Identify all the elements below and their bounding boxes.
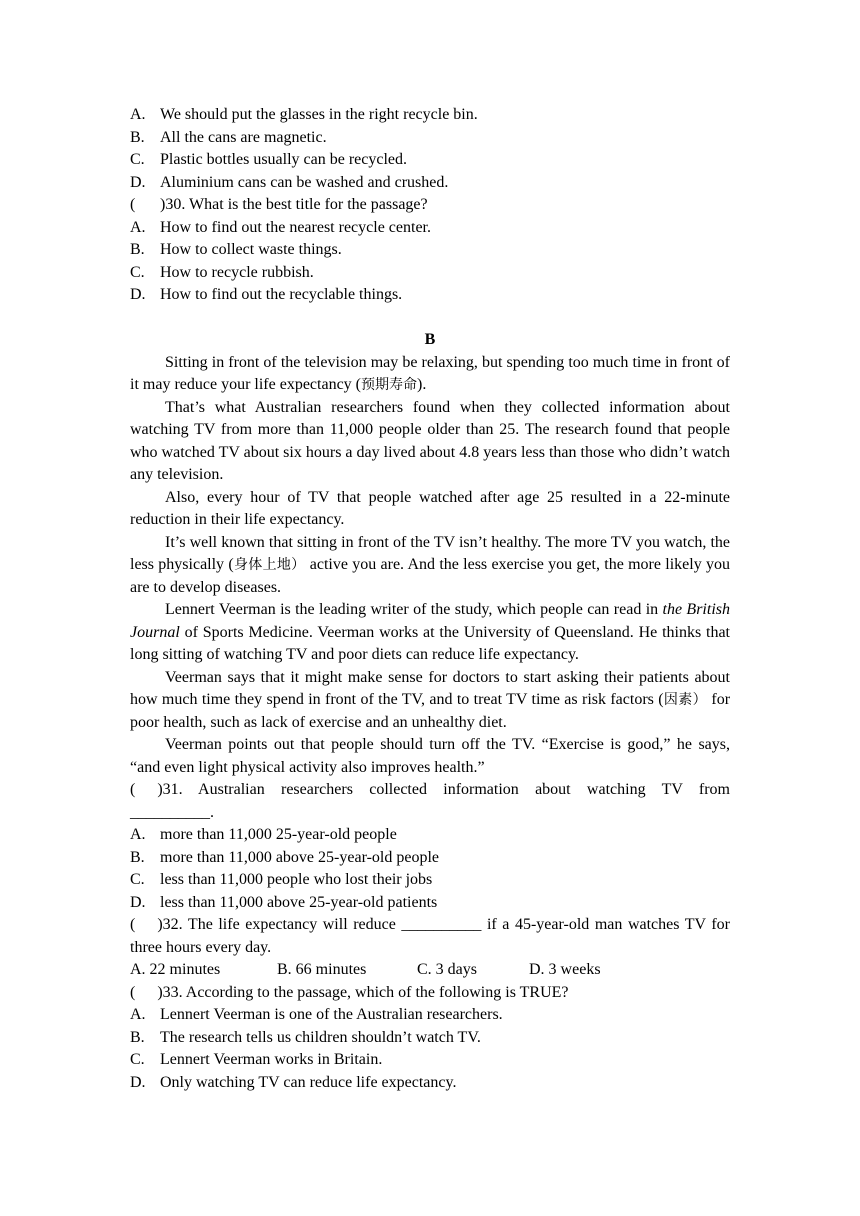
- document-page: [130, 104, 730, 1094]
- option-c: C. Lennert Veerman works in Britain.: [130, 1051, 383, 1068]
- question-32: [130, 914, 730, 982]
- q29-options: [130, 104, 730, 194]
- section-heading: B: [424, 331, 436, 348]
- option-a: A. 22 minutes: [130, 961, 221, 978]
- answer-bracket: (: [130, 196, 136, 213]
- option-b: B. How to collect waste things.: [130, 241, 342, 258]
- question-31: [130, 779, 730, 914]
- question-stem: ( )31. Australian researchers collected information about watching TV from: [130, 781, 730, 798]
- paragraph-5: Lennert Veerman is the leading writer of the study, which people can read in the British Journal of Sports Medicine. Veerman works at the University of Queensland. He thinks that long sitting of watching TV and poor diets can reduce life expectancy.: [130, 601, 730, 663]
- options-row: [130, 959, 730, 982]
- option-a: A. more than 11,000 25-year-old people: [130, 826, 397, 843]
- paragraph-3: Also, every hour of TV that people watched after age 25 resulted in a 22-minute reduction in their life expectancy.: [130, 488, 730, 528]
- option-d: D. Only watching TV can reduce life expectancy.: [130, 1073, 457, 1091]
- option-a: A. We should put the glasses in the right recycle bin.: [130, 106, 478, 123]
- option-a: A. Lennert Veerman is one of the Australian researchers.: [130, 1006, 503, 1023]
- option-b: B. 66 minutes: [277, 961, 367, 978]
- option-d: D. Aluminium cans can be washed and crushed.: [130, 173, 449, 191]
- option-d: D. less than 11,000 above 25-year-old patients: [130, 893, 438, 911]
- question-stem: ( ) 30. What is the best title for the passage?: [130, 194, 730, 217]
- option-b: B. more than 11,000 above 25-year-old people: [130, 848, 439, 866]
- paragraph-4: It’s well known that sitting in front of the TV isn’t healthy. The more TV you watch, the less physically (身体上地） active you are. And the less exercise you get, the more likely you are to develop diseases.: [130, 533, 731, 596]
- option-b: B. All the cans are magnetic.: [130, 128, 327, 146]
- paragraph-2: That’s what Australian researchers found when they collected information about watching TV from more than 11,000 people older than 25. The research found that people who watched TV about six hours a day lived about 4.8 years less than those who didn’t watch any television.: [130, 398, 730, 483]
- option-c: C. 3 days: [417, 961, 477, 978]
- paragraph-1: Sitting in front of the television may be relaxing, but spending too much time in front of it may reduce your life expectancy (预期寿命).: [130, 353, 730, 393]
- option-c: C. How to recycle rubbish.: [130, 263, 314, 281]
- question-stem: ( )32. The life expectancy will reduce __________ if a 45-year-old man watches TV for three hours every day.: [130, 916, 730, 956]
- question-stem: ( ) 33. According to the passage, which of the following is TRUE?: [130, 983, 569, 1001]
- question-33: [130, 982, 730, 1095]
- question-30: [130, 194, 730, 307]
- option-d: D. 3 weeks: [529, 961, 601, 978]
- answer-blank: __________.: [130, 803, 214, 821]
- option-a: A. How to find out the nearest recycle center.: [130, 218, 431, 236]
- paragraph-6: Veerman says that it might make sense for doctors to start asking their patients about how much time they spend in front of the TV, and to treat TV time as risk factors (因素） for poor health, such as lack of exercise and an unhealthy diet.: [130, 668, 731, 731]
- paragraph-7: Veerman points out that people should turn off the TV. “Exercise is good,” he says, “and even light physical activity also improves health.”: [130, 736, 730, 776]
- option-c: C. less than 11,000 people who lost their jobs: [130, 871, 433, 888]
- option-c: C. Plastic bottles usually can be recycled.: [130, 151, 408, 168]
- option-b: B. The research tells us children shouldn’t watch TV.: [130, 1028, 481, 1046]
- option-d: D. How to find out the recyclable things.: [130, 286, 403, 303]
